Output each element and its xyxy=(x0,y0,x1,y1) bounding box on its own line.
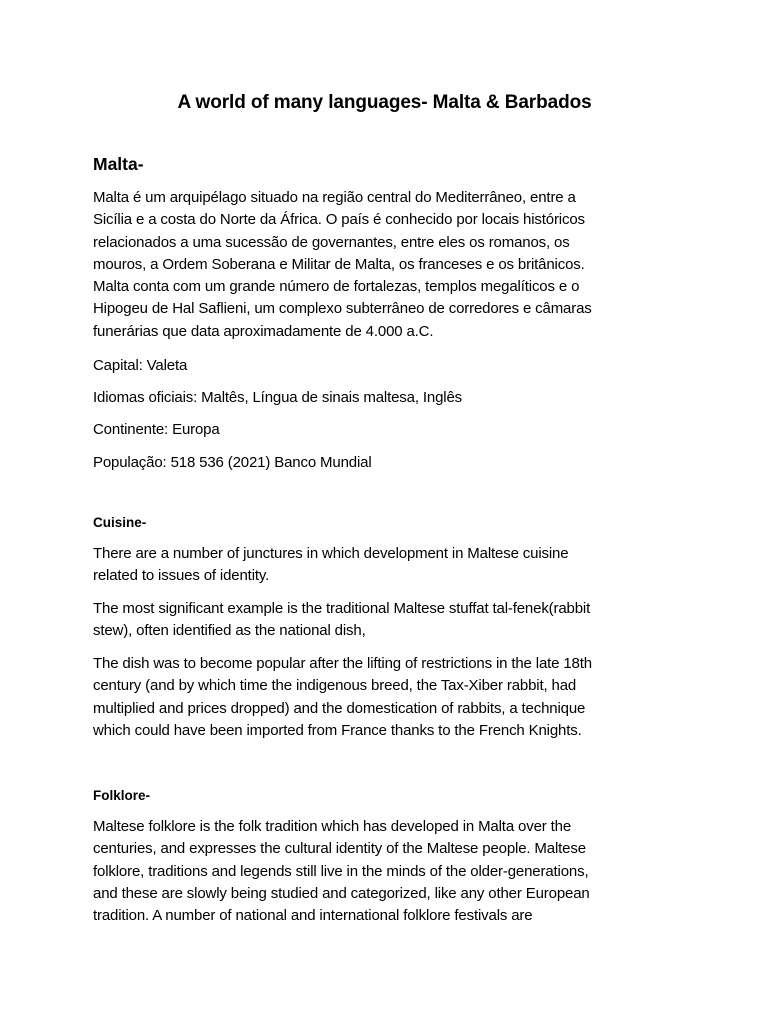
population-fact: População: 518 536 (2021) Banco Mundial xyxy=(93,454,372,471)
paragraph-line: Malta é um arquipélago situado na região central do Mediterrâneo, entre a xyxy=(93,189,576,206)
paragraph-line: Maltese folklore is the folk tradition which has developed in Malta over the xyxy=(93,818,572,835)
paragraph-line: funerárias que data aproximadamente de 4.000 a.C. xyxy=(93,322,434,340)
paragraph-line: relacionados a uma sucessão de governantes, entre eles os romanos, os xyxy=(93,233,570,251)
paragraph-line: related to issues of identity. xyxy=(93,567,270,585)
folklore-heading: Folklore- xyxy=(93,788,151,803)
cuisine-heading: Cuisine- xyxy=(93,515,147,530)
paragraph-line: stew), often identified as the national dish, xyxy=(93,622,366,640)
paragraph-line: The most significant example is the traditional Maltese stuffat tal-fenek(rabbit xyxy=(93,600,591,617)
cuisine-paragraph-1 xyxy=(93,543,683,588)
document-title: A world of many languages- Malta & Barbados xyxy=(177,92,592,113)
paragraph-line: Sicília e a costa do Norte da África. O país é conhecido por locais históricos xyxy=(93,211,585,229)
paragraph-line: which could have been imported from France thanks to the French Knights. xyxy=(93,721,582,739)
cuisine-paragraph-2 xyxy=(93,598,683,643)
cuisine-paragraph-3 xyxy=(93,653,683,742)
paragraph-line: and these are slowly being studied and categorized, like any other European xyxy=(93,884,590,902)
capital-fact: Capital: Valeta xyxy=(93,357,188,374)
folklore-paragraph-1 xyxy=(93,816,683,927)
paragraph-line: There are a number of junctures in which development in Maltese cuisine xyxy=(93,545,569,562)
languages-fact: Idiomas oficiais: Maltês, Língua de sinais maltesa, Inglês xyxy=(93,389,462,406)
paragraph-line: The dish was to become popular after the lifting of restrictions in the late 18th xyxy=(93,655,592,672)
paragraph-line: centuries, and expresses the cultural identity of the Maltese people. Maltese xyxy=(93,840,586,858)
paragraph-line: Malta conta com um grande número de fortalezas, templos megalíticos e o xyxy=(93,278,580,296)
paragraph-line: mouros, a Ordem Soberana e Militar de Malta, os franceses e os britânicos. xyxy=(93,255,585,273)
malta-intro-paragraph xyxy=(93,187,683,343)
malta-heading: Malta- xyxy=(93,154,144,174)
continent-fact: Continente: Europa xyxy=(93,421,220,438)
paragraph-line: Hipogeu de Hal Saflieni, um complexo subterrâneo de corredores e câmaras xyxy=(93,300,592,318)
paragraph-line: tradition. A number of national and international folklore festivals are xyxy=(93,907,533,925)
paragraph-line: century (and by which time the indigenous breed, the Tax-Xiber rabbit, had xyxy=(93,677,577,695)
paragraph-line: multiplied and prices dropped) and the domestication of rabbits, a technique xyxy=(93,699,586,717)
paragraph-line: folklore, traditions and legends still live in the minds of the older-generations, xyxy=(93,862,589,880)
